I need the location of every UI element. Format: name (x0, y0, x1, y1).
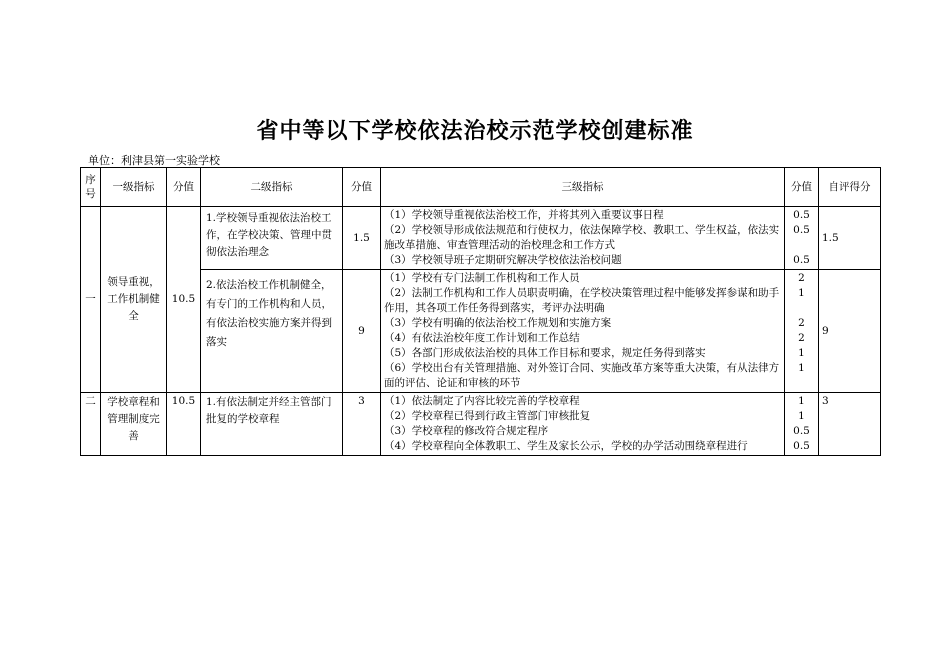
level3-score: 0.5 (793, 209, 810, 221)
level1-cell: 学校章程和管理制度完善 (101, 393, 167, 456)
seq-cell: 一 (81, 207, 101, 393)
header-level2: 二级指标 (201, 168, 343, 207)
table-row (81, 393, 881, 456)
level3-item: （2）学校领导形成依法规范和行使权力，依法保障学校、教职工、学生权益，依法实施改革措施、审查管理活动的治校理念和工作方式 (384, 224, 780, 251)
level3-score: 2 (798, 317, 805, 329)
level3-item: （1）学校领导重视依法治校工作，并将其列入重要议事日程 (384, 209, 664, 221)
level3-score: 0.5 (793, 425, 810, 437)
level2-cell: 2.依法治校工作机制健全，有专门的工作机构和人员，有依法治校实施方案并得到落实 (201, 270, 343, 393)
standards-table (80, 167, 881, 456)
header-level3-score: 分值 (785, 168, 819, 207)
level3-score: 1 (798, 287, 805, 299)
level2-score-cell: 1.5 (343, 207, 381, 270)
header-level2-score: 分值 (343, 168, 381, 207)
level2-score-cell: 3 (343, 393, 381, 456)
level3-score: 1 (798, 362, 805, 374)
page-title: 省中等以下学校依法治校示范学校创建标准 (256, 118, 694, 144)
header-row (81, 168, 881, 207)
level2-cell: 1.学校领导重视依法治校工作，在学校决策、管理中贯彻依法治理念 (201, 207, 343, 270)
self-score-cell: 1.5 (819, 207, 881, 270)
level3-item: （3）学校有明确的依法治校工作规划和实施方案 (384, 317, 612, 329)
header-self-score: 自评得分 (819, 168, 881, 207)
header-seq: 序号 (81, 168, 101, 207)
level3-item: （6）学校出台有关管理措施、对外签订合同、实施改革方案等重大决策，有从法律方面的评估、论证和审核的环节 (384, 362, 780, 389)
level3-item: （3）学校章程的修改符合规定程序 (384, 425, 549, 437)
level3-score: 2 (798, 332, 805, 344)
level3-score: 0.5 (793, 440, 810, 452)
seq-cell: 二 (81, 393, 101, 456)
level3-item: （4）学校章程向全体教职工、学生及家长公示，学校的办学活动围绕章程进行 (384, 440, 748, 452)
level3-score-cell (785, 393, 819, 456)
level3-item: （1）学校有专门法制工作机构和工作人员 (384, 272, 580, 284)
level2-cell: 1.有依法制定并经主管部门批复的学校章程 (201, 393, 343, 456)
table-row (81, 207, 881, 270)
table-row (81, 270, 881, 393)
level3-score: 0.5 (793, 254, 810, 266)
level3-cell (381, 270, 785, 393)
level3-item: （2）法制工作机构和工作人员职责明确，在学校决策管理过程中能够发挥参谋和助手作用，其各项工作任务得到落实，考评办法明确 (384, 287, 780, 314)
level3-score-cell (785, 270, 819, 393)
unit-line: 单位：利津县第一实验学校 (88, 154, 220, 167)
level3-item: （2）学校章程已得到行政主管部门审核批复 (384, 410, 591, 422)
level3-score: 2 (798, 272, 805, 284)
level3-score: 0.5 (793, 224, 810, 236)
level3-item: （3）学校领导班子定期研究解决学校依法治校问题 (384, 254, 622, 266)
header-level1-score: 分值 (167, 168, 201, 207)
self-score-cell: 9 (819, 270, 881, 393)
level1-cell: 领导重视，工作机制健全 (101, 207, 167, 393)
header-level1: 一级指标 (101, 168, 167, 207)
header-level3: 三级指标 (381, 168, 785, 207)
level1-score-cell: 10.5 (167, 207, 201, 393)
level3-cell (381, 207, 785, 270)
level3-cell (381, 393, 785, 456)
level1-score-cell: 10.5 (167, 393, 201, 456)
self-score-cell: 3 (819, 393, 881, 456)
level3-score: 1 (798, 347, 805, 359)
level3-score: 1 (798, 395, 805, 407)
level3-score: 1 (798, 410, 805, 422)
level3-item: （5）各部门形成依法治校的具体工作目标和要求，规定任务得到落实 (384, 347, 706, 359)
level3-item: （1）依法制定了内容比较完善的学校章程 (384, 395, 580, 407)
level3-item: （4）有依法治校年度工作计划和工作总结 (384, 332, 580, 344)
level3-score-cell (785, 207, 819, 270)
level2-score-cell: 9 (343, 270, 381, 393)
